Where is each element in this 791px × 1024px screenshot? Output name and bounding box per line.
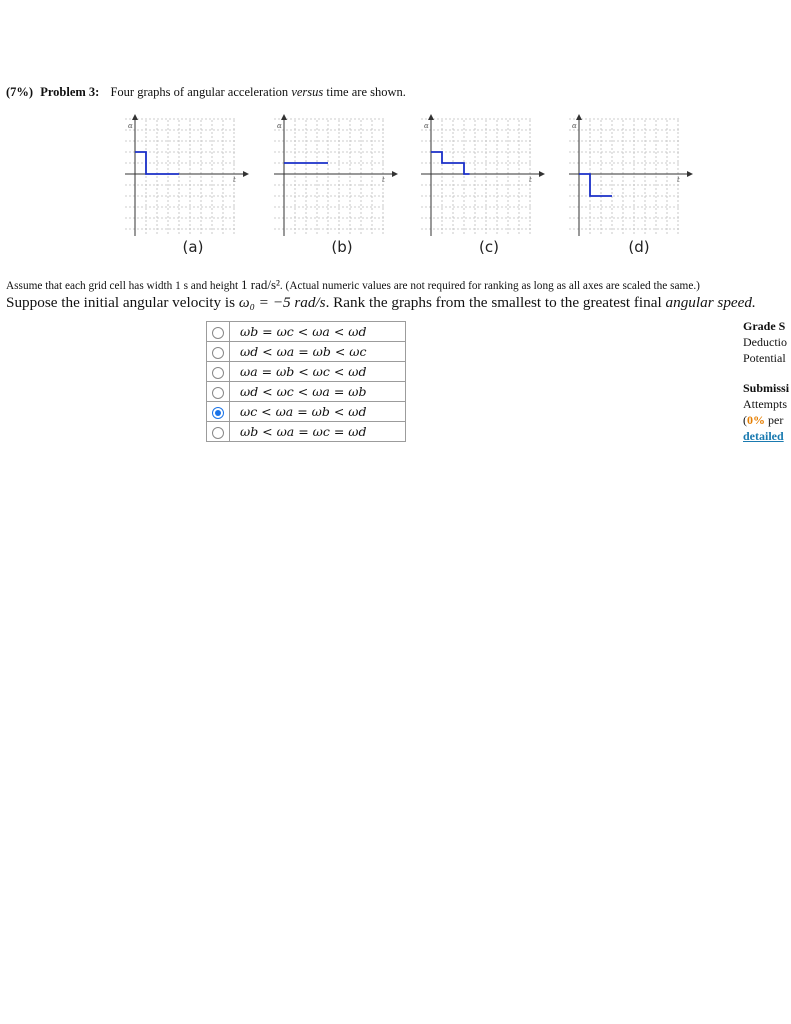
option-expression[interactable]: ωa = ωb < ωc < ωd: [230, 362, 406, 382]
y-axis-arrow: [576, 114, 582, 120]
radio-button[interactable]: [212, 367, 224, 379]
graph-b: [274, 112, 402, 240]
submissions-title: Submissi: [743, 381, 790, 395]
radio-button[interactable]: [212, 407, 224, 419]
problem-weight: (7%): [6, 85, 34, 99]
problem-text: Four graphs of angular acceleration versus time are shown.: [110, 85, 406, 99]
assumption-text: Assume that each grid cell has width 1 s and height 1 rad/s². (Actual numeric values are not required for ranking as long as all axes are scaled the same.): [6, 277, 700, 292]
option-expression[interactable]: ωd < ωa = ωb < ωc: [230, 342, 406, 362]
radio-button[interactable]: [212, 347, 224, 359]
x-axis-label: t: [529, 176, 532, 184]
option-expression[interactable]: ωb < ωa = ωc = ωd: [230, 422, 406, 442]
problem-header: [6, 85, 406, 100]
option-expression[interactable]: ωb = ωc < ωa < ωd: [230, 322, 406, 342]
x-axis-arrow: [243, 171, 249, 177]
deductions-label: Deductio: [743, 335, 787, 349]
y-axis-label: α: [424, 122, 429, 130]
answer-option[interactable]: [207, 382, 406, 402]
question-text: Suppose the initial angular velocity is ω₀ = −5 rad/s. Rank the graphs from the smallest to the greatest final angular speed.: [6, 294, 756, 311]
x-axis-label: t: [382, 176, 385, 184]
acceleration-curve: [579, 174, 612, 196]
radio-button[interactable]: [212, 327, 224, 339]
radio-button[interactable]: [212, 427, 224, 439]
penalty-percent: 0%: [747, 413, 765, 427]
y-axis-label: α: [572, 122, 577, 130]
x-axis-arrow: [539, 171, 545, 177]
answer-options: [206, 321, 406, 442]
graph-d: [569, 112, 697, 240]
graph-label-a: (a): [182, 238, 204, 256]
problem-number: Problem 3:: [40, 85, 100, 99]
graph-a: [125, 112, 253, 240]
answer-option[interactable]: [207, 402, 406, 422]
grade-summary-panel: [743, 318, 789, 444]
acceleration-curve: [431, 152, 470, 174]
answer-option[interactable]: [207, 322, 406, 342]
x-axis-arrow: [687, 171, 693, 177]
radio-button[interactable]: [212, 387, 224, 399]
grade-summary-title: Grade S: [743, 319, 786, 333]
option-expression[interactable]: ωd < ωc < ωa = ωb: [230, 382, 406, 402]
attempts-label: Attempts: [743, 397, 787, 411]
answer-option[interactable]: [207, 362, 406, 382]
graph-label-b: (b): [331, 238, 353, 256]
option-expression[interactable]: ωc < ωa = ωb < ωd: [230, 402, 406, 422]
x-axis-arrow: [392, 171, 398, 177]
graph-c: [421, 112, 549, 240]
y-axis-label: α: [128, 122, 133, 130]
y-axis-arrow: [281, 114, 287, 120]
x-axis-label: t: [233, 176, 236, 184]
graph-label-c: (c): [479, 238, 499, 256]
detailed-view-link[interactable]: detailed: [743, 429, 784, 443]
penalty-line: (0% per: [743, 413, 784, 427]
potential-label: Potential: [743, 351, 786, 365]
y-axis-arrow: [428, 114, 434, 120]
y-axis-label: α: [277, 122, 282, 130]
answer-option[interactable]: [207, 342, 406, 362]
graph-label-d: (d): [628, 238, 650, 256]
x-axis-label: t: [677, 176, 680, 184]
answer-option[interactable]: [207, 422, 406, 442]
y-axis-arrow: [132, 114, 138, 120]
